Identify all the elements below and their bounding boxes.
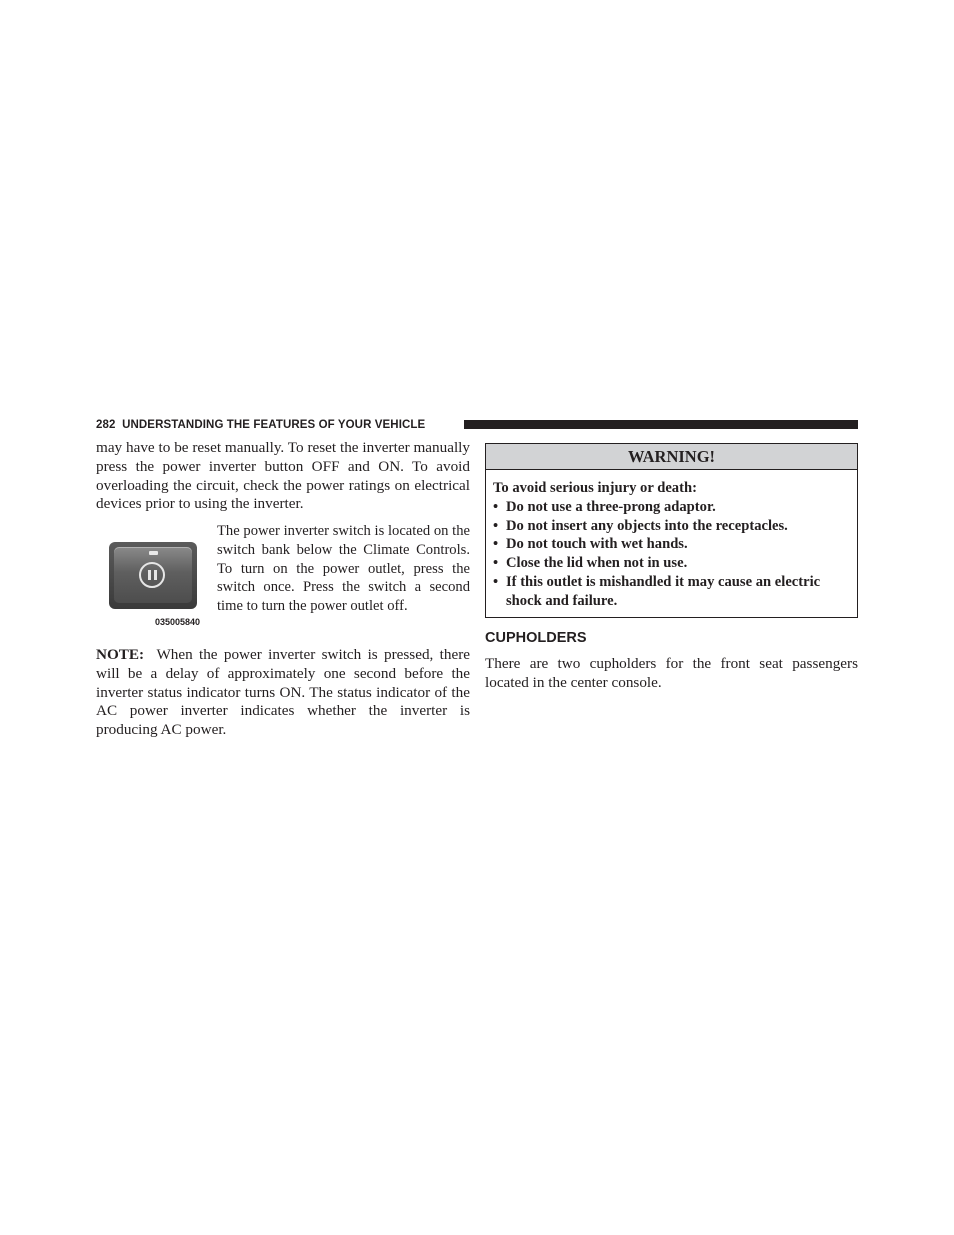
note-paragraph — [96, 646, 470, 740]
bullet-icon: • — [493, 573, 499, 590]
outlet-prong-icon — [154, 570, 157, 580]
page-number: 282 — [96, 419, 116, 431]
cupholders-paragraph: There are two cupholders for the front seat passengers located in the center console. — [485, 655, 858, 691]
status-indicator-led — [149, 551, 158, 555]
bullet-icon: • — [493, 555, 499, 572]
note-text: When the power inverter switch is pressed, there will be a delay of approximately one second before the inverter status indicator turns ON. The status indicator of the AC power inverter indicates whether the inverter is producing AC power. — [96, 646, 470, 739]
header-rule — [464, 420, 858, 429]
bullet-icon: • — [493, 536, 499, 553]
note-label: NOTE: — [96, 646, 145, 663]
warning-item: • Do not touch with wet hands. — [493, 536, 688, 553]
warning-item: • Do not use a three-prong adaptor. — [493, 498, 716, 515]
figure-code: 035005840 — [155, 617, 201, 627]
warning-item: • If this outlet is mishandled it may cause an electric shock and failure. — [493, 573, 821, 609]
warning-item: • Do not insert any objects into the receptacles. — [493, 517, 788, 534]
page-header-text — [96, 418, 425, 432]
switch-face — [114, 547, 192, 603]
outlet-prong-icon — [148, 570, 151, 580]
power-outlet-switch-icon — [109, 542, 197, 609]
inverter-switch-figure — [102, 530, 212, 630]
warning-list — [493, 498, 851, 611]
bullet-icon: • — [493, 517, 499, 534]
cupholders-heading: CUPHOLDERS — [485, 630, 587, 646]
figure-description: The power inverter switch is located on the switch bank below the Climate Controls. To turn on the power outlet, press the switch once. Press the switch a second time to turn the power outlet off. — [217, 523, 470, 615]
page-header — [96, 418, 858, 432]
warning-body — [486, 470, 857, 611]
intro-paragraph: may have to be reset manually. To reset the inverter manually press the power inverter button OFF and ON. To avoid overloading the circuit, check the power ratings on electrical devices prior to using the inverter. — [96, 439, 470, 513]
warning-box — [485, 443, 858, 618]
outlet-symbol-icon — [139, 562, 165, 588]
section-title-header: UNDERSTANDING THE FEATURES OF YOUR VEHICLE — [122, 419, 426, 431]
warning-item: • Close the lid when not in use. — [493, 555, 688, 572]
warning-title: WARNING! — [486, 444, 857, 470]
bullet-icon: • — [493, 498, 499, 515]
warning-intro: To avoid serious injury or death: — [493, 480, 697, 496]
